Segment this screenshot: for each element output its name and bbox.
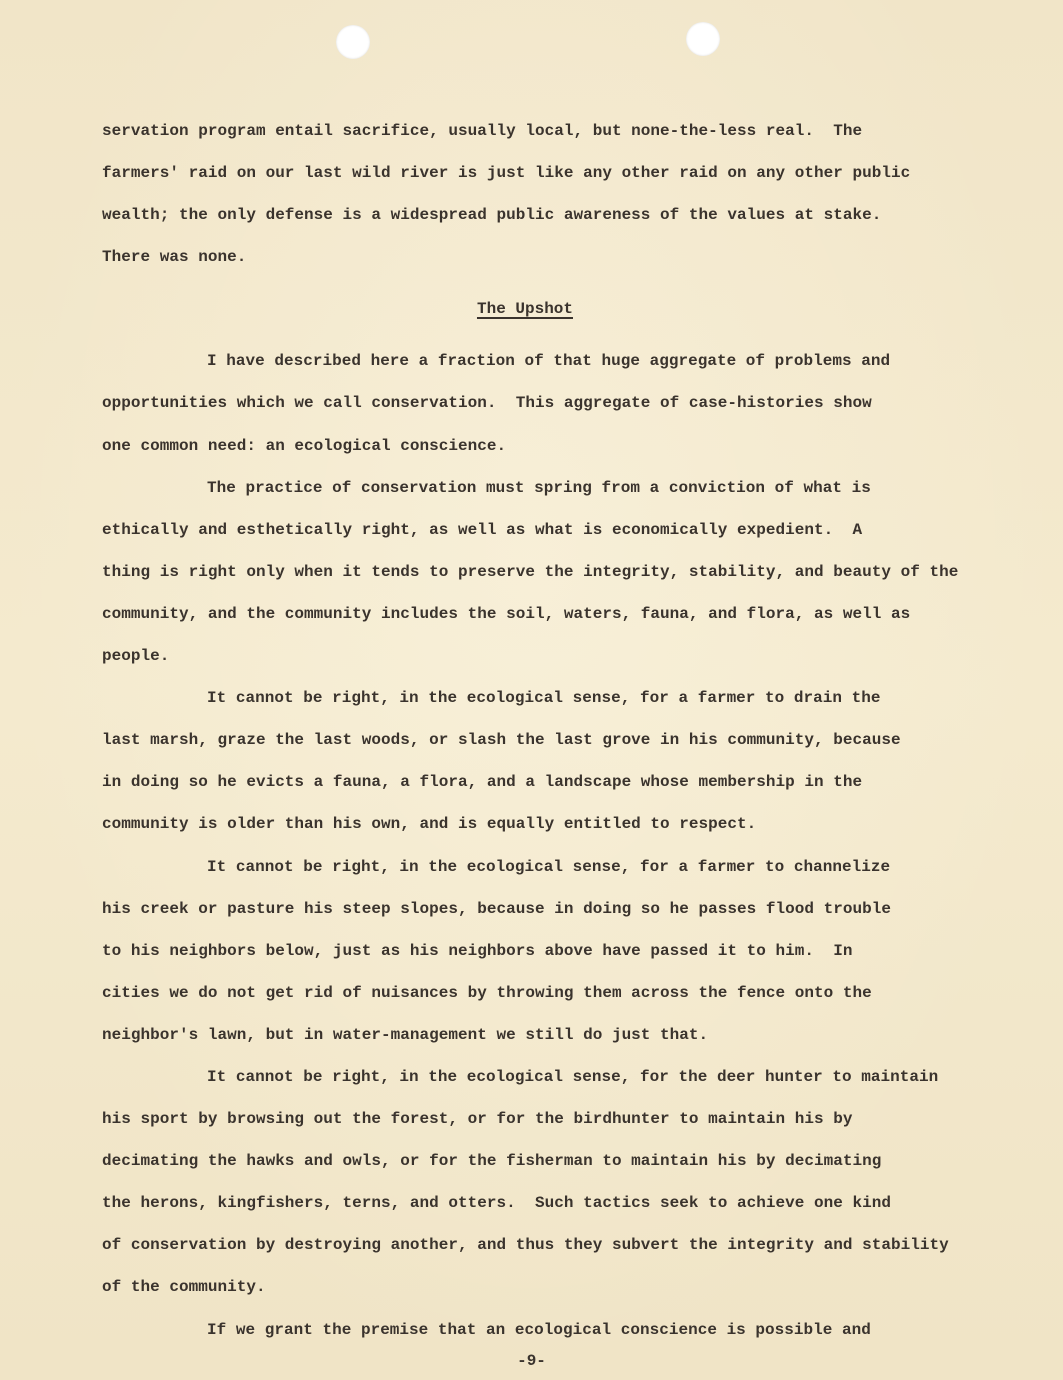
body-text [102,110,1052,1351]
text-line: It cannot be right, in the ecological sense, for a farmer to channelize [207,857,891,876]
text-line: wealth; the only defense is a widespread public awareness of the values at stake. [102,206,882,225]
paragraph-5 [102,1056,1052,1309]
text-line: It cannot be right, in the ecological sense, for the deer hunter to maintain [207,1067,939,1086]
punch-hole-left [336,25,370,59]
text-line: servation program entail sacrifice, usually local, but none-the-less real. The [102,122,863,140]
text-line: The practice of conservation must spring from a conviction of what is [207,478,871,497]
text-line: last marsh, graze the last woods, or slash the last grove in his community, because [102,731,901,750]
paragraph-3 [102,677,1052,845]
section-heading-row [102,278,948,340]
text-line: farmers' raid on our last wild river is just like any other raid on any other public [102,164,911,183]
text-line: in doing so he evicts a fauna, a flora, and a landscape whose membership in the [102,773,863,792]
punch-hole-right [686,22,720,56]
text-line: I have described here a fraction of that huge aggregate of problems and [207,352,891,371]
text-line: the herons, kingfishers, terns, and otters. Such tactics seek to achieve one kind [102,1194,891,1213]
text-line: decimating the hawks and owls, or for the fisherman to maintain his by decimating [102,1152,882,1171]
text-line: It cannot be right, in the ecological sense, for a farmer to drain the [207,689,881,708]
text-line: neighbor's lawn, but in water-management we still do just that. [102,1025,709,1044]
text-line: his creek or pasture his steep slopes, because in doing so he passes flood trouble [102,899,891,918]
text-line: his sport by browsing out the forest, or for the birdhunter to maintain his by [102,1110,853,1129]
text-line: community is older than his own, and is equally entitled to respect. [102,815,757,834]
text-line: of the community. [102,1278,266,1297]
page-number: -9- [517,1352,546,1370]
text-line: people. [102,647,170,666]
paragraph-2 [102,467,1052,677]
text-line: There was none. [102,248,247,267]
text-line: opportunities which we call conservation. This aggregate of case-histories show [102,394,872,413]
paragraph-4 [102,846,1052,1056]
text-line: to his neighbors below, just as his neighbors above have passed it to him. In [102,941,853,960]
text-line: If we grant the premise that an ecological conscience is possible and [207,1320,871,1339]
text-line: ethically and esthetically right, as well as what is economically expedient. A [102,520,863,539]
section-heading: The Upshot [476,300,573,319]
text-line: of conservation by destroying another, and thus they subvert the integrity and stability [102,1236,949,1255]
paragraph-1 [102,340,1052,466]
paragraph-6 [102,1309,1052,1351]
text-line: one common need: an ecological conscience. [102,436,507,455]
text-line: thing is right only when it tends to preserve the integrity, stability, and beauty of the [102,562,959,581]
text-line: community, and the community includes the soil, waters, fauna, and flora, as well as [102,604,911,623]
text-line: cities we do not get rid of nuisances by throwing them across the fence onto the [102,983,872,1002]
